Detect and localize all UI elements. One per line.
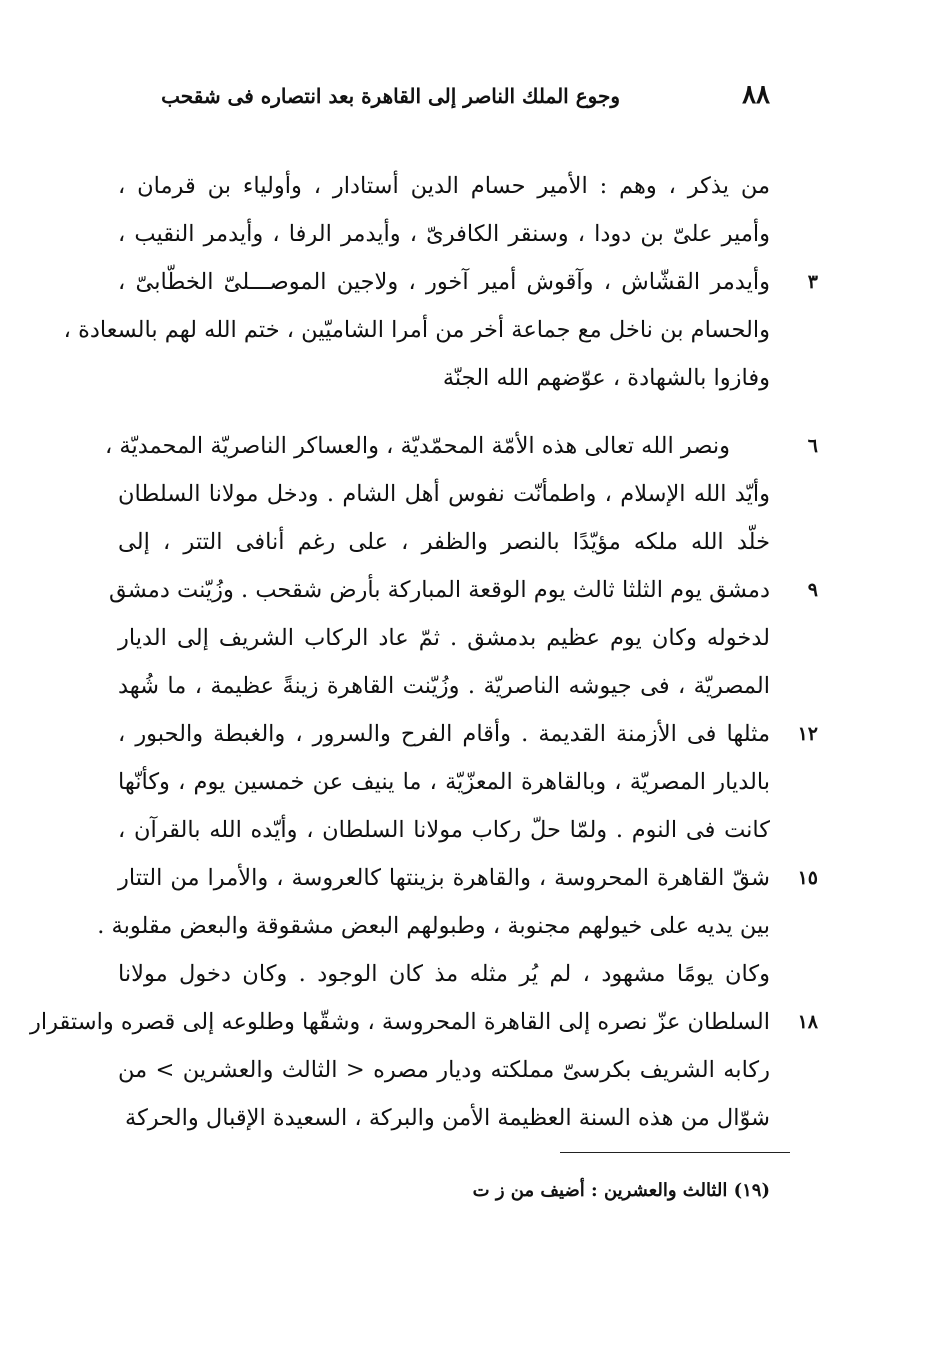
line-number: ٣	[807, 271, 818, 293]
text-line	[108, 566, 818, 614]
page-number: ٨٨	[742, 80, 770, 110]
footnote: (١٩) الثالث والعشرين : أضيف من ز ت	[472, 1180, 770, 1201]
line-text: شقّ القاهرة المحروسة ، والقاهرة بزينتها كالعروسة ، والأمرا من التتار	[118, 865, 770, 891]
text-line	[118, 210, 770, 258]
line-text: وفازوا بالشهادة ، عوّضهم الله الجنّة	[442, 365, 770, 391]
line-text: والحسام بن ناخل مع جماعة أخر من أمرا الشاميّين ، ختم الله لهم بالسعادة ،	[63, 317, 770, 343]
text-line	[118, 518, 770, 566]
main-text	[30, 162, 818, 1142]
line-text: بين يديه على خيولهم مجنوبة ، وطبولهم البعض مشقوقة والبعض مقلوبة .	[97, 913, 770, 939]
line-text: وأيدمر القشّاش ، وآقوش أمير آخور ، ولاجين الموصـــلىّ الخطّابىّ ،	[118, 269, 770, 295]
text-line	[30, 998, 818, 1046]
line-text: لدخوله وكان يوم عظيم بدمشق . ثمّ عاد الركاب الشريف إلى الديار	[118, 625, 770, 651]
text-line	[118, 806, 770, 854]
text-line	[118, 1046, 770, 1094]
text-line	[118, 854, 818, 902]
line-number: ٦	[807, 435, 818, 457]
page-header	[120, 78, 770, 122]
line-text: بالديار المصريّة ، وبالقاهرة المعزّيّة ، ما ينيف عن خمسين يوم ، وكأنّها	[118, 769, 770, 795]
line-text: ركابه الشريف بكرسىّ مملكته وديار مصره < الثالث والعشرين > من	[118, 1057, 771, 1083]
line-text: وكان يومًا مشهود ، لم يُر مثله مذ كان الوجود . وكان دخول مولانا	[118, 961, 770, 987]
line-text: شوّال من هذه السنة العظيمة الأمن والبركة ، السعيدة الإقبال والحركة	[125, 1105, 770, 1131]
text-line	[97, 902, 770, 950]
line-text: مثلها فى الأزمنة القديمة . وأقام الفرح والسرور ، والغبطة والحبور ،	[118, 721, 770, 747]
line-number: ١٨	[797, 1011, 818, 1033]
text-line	[63, 306, 770, 354]
text-line	[118, 758, 770, 806]
text-line	[118, 1094, 770, 1142]
line-number: ٩	[807, 579, 818, 601]
line-text: من يذكر ، وهم : الأمير حسام الدين أستادار ، وأولياء بن قرمان ،	[118, 173, 770, 199]
footnote-divider	[560, 1152, 790, 1153]
text-line	[118, 258, 818, 306]
text-line	[118, 662, 770, 710]
line-text: كانت فى النوم . ولمّا حلّ ركاب مولانا السلطان ، وأيّده الله بالقرآن ،	[118, 817, 770, 843]
line-text: دمشق يوم الثلثا ثالث يوم الوقعة المباركة بأرض شقحب . وزُيّنت دمشق	[108, 577, 770, 603]
line-text: ونصر الله تعالى هذه الأمّة المحمّديّة ، والعساكر الناصريّة المحمديّة ،	[104, 433, 730, 459]
text-line	[118, 614, 770, 662]
text-line	[118, 162, 770, 210]
text-line	[118, 470, 770, 518]
text-line	[118, 950, 770, 998]
line-text: السلطان عزّ نصره إلى القاهرة المحروسة ، وشقّها وطلوعه إلى قصره واستقرار	[30, 1009, 770, 1035]
text-line	[118, 710, 818, 758]
line-text: المصريّة ، فى جيوشه الناصريّة . وزُيّنت القاهرة زينةً عظيمة ، ما شُهد	[118, 673, 770, 699]
line-text: وأمير علىّ بن دودا ، وسنقر الكافرىّ ، وأيدمر الرفا ، وأيدمر النقيب ،	[118, 221, 770, 247]
text-line	[118, 354, 770, 402]
line-number: ١٢	[797, 723, 818, 745]
line-text: وأيّد الله الإسلام ، واطمأنّت نفوس أهل الشام . ودخل مولانا السلطان	[118, 481, 770, 507]
text-line	[104, 422, 818, 470]
running-title: وجوع الملك الناصر إلى القاهرة بعد انتصاره فى شقحب	[161, 84, 620, 108]
line-text: خلّد الله ملكه مؤيّدًا بالنصر والظفر ، على رغم أنافى التتر ، إلى	[118, 529, 770, 555]
line-number: ١٥	[797, 867, 818, 889]
